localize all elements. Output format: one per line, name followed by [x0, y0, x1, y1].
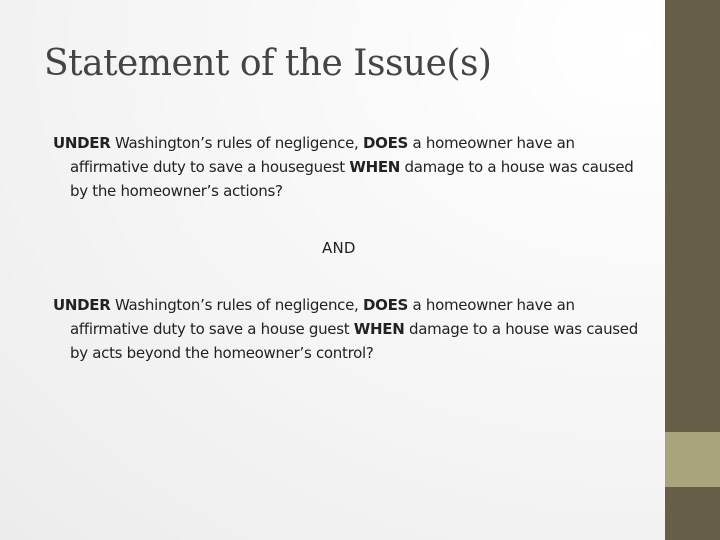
keyword-does: DOES	[363, 296, 409, 314]
issue-text: Washington’s rules of negligence,	[110, 134, 363, 152]
sidebar-band-dark	[665, 0, 720, 432]
sidebar-band-dark	[665, 487, 720, 540]
keyword-under: UNDER	[53, 134, 111, 152]
slide-title: Statement of the Issue(s)	[44, 43, 492, 84]
issue-text: damage to a house was caused by acts beyond the homeowner’s control?	[70, 320, 638, 362]
decorative-sidebar	[665, 0, 720, 540]
issue-text: a homeowner have an affirmative duty to save a house guest	[70, 296, 575, 338]
and-connector: AND	[322, 239, 356, 257]
keyword-when: WHEN	[353, 320, 405, 338]
keyword-when: WHEN	[349, 158, 401, 176]
issue-statement-1	[53, 131, 643, 203]
keyword-under: UNDER	[53, 296, 111, 314]
sidebar-accent-block	[665, 432, 720, 487]
issue-statement-2	[53, 293, 643, 365]
keyword-does: DOES	[363, 134, 409, 152]
issue-text: damage to a house was caused by the homeowner’s actions?	[70, 158, 634, 200]
issue-text: a homeowner have an affirmative duty to save a houseguest	[70, 134, 575, 176]
issue-text: Washington’s rules of negligence,	[110, 296, 363, 314]
